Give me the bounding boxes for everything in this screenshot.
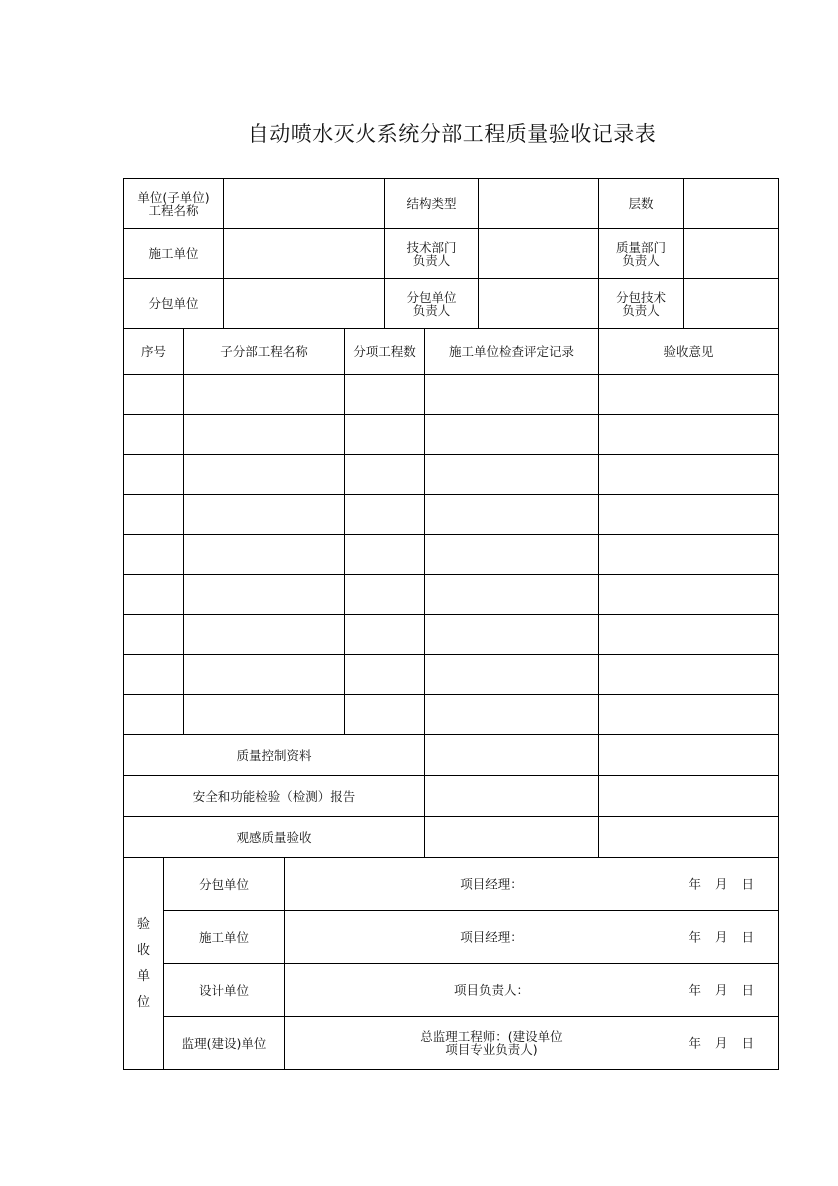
cell[interactable]: [184, 495, 345, 535]
label-floors: 层数: [599, 179, 684, 229]
field-quality-dept-head[interactable]: [684, 229, 779, 279]
project-info-table: [123, 178, 779, 329]
signature-cell-design-unit[interactable]: [285, 964, 779, 1017]
acceptance-unit-sub: 分包单位: [164, 858, 285, 911]
date-fields: 年 月 日: [688, 982, 754, 998]
col-header-inspection-record: 施工单位检查评定记录: [425, 329, 599, 375]
column-header-row: [124, 329, 779, 375]
cell[interactable]: [184, 655, 345, 695]
table-row: [124, 695, 779, 735]
field-structure-type[interactable]: [479, 179, 599, 229]
cell[interactable]: [184, 375, 345, 415]
cell[interactable]: [599, 415, 779, 455]
signature-cell-construction-unit[interactable]: [285, 911, 779, 964]
field-floors[interactable]: [684, 179, 779, 229]
label-sub-unit-head: 分包单位 负责人: [385, 279, 479, 329]
field-sub-unit[interactable]: [224, 279, 385, 329]
cell[interactable]: [345, 455, 425, 495]
label-sub-unit: 分包单位: [124, 279, 224, 329]
label-unit-project-name: 单位(子单位) 工程名称: [124, 179, 224, 229]
signer-label: 总监理工程师：(建设单位 项目专业负责人): [420, 1029, 563, 1057]
signer-label: 项目经理：: [460, 876, 523, 892]
acceptance-record-sheet: [123, 178, 778, 1070]
signer-label: 项目负责人：: [453, 982, 529, 998]
signature-cell-sub-unit[interactable]: [285, 858, 779, 911]
cell[interactable]: [124, 415, 184, 455]
cell[interactable]: [184, 695, 345, 735]
field-construction-unit[interactable]: [224, 229, 385, 279]
cell[interactable]: [425, 575, 599, 615]
acceptance-unit-construction: 施工单位: [164, 911, 285, 964]
cell[interactable]: [345, 495, 425, 535]
acceptance-unit-supervision: 监理(建设)单位: [164, 1017, 285, 1070]
cell[interactable]: [124, 575, 184, 615]
date-fields: 年 月 日: [688, 1035, 754, 1051]
cell[interactable]: [425, 455, 599, 495]
summary-row: [124, 817, 779, 858]
cell[interactable]: [599, 817, 779, 858]
col-header-seq: 序号: [124, 329, 184, 375]
field-tech-dept-head[interactable]: [479, 229, 599, 279]
cell[interactable]: [184, 575, 345, 615]
signature-cell-supervision-unit[interactable]: [285, 1017, 779, 1070]
table-row: [124, 455, 779, 495]
cell[interactable]: [599, 695, 779, 735]
label-tech-dept-head: 技术部门 负责人: [385, 229, 479, 279]
cell[interactable]: [425, 655, 599, 695]
cell[interactable]: [345, 375, 425, 415]
cell[interactable]: [425, 817, 599, 858]
cell[interactable]: [184, 455, 345, 495]
table-row: [124, 575, 779, 615]
cell[interactable]: [345, 695, 425, 735]
cell[interactable]: [345, 535, 425, 575]
acceptance-unit-design: 设计单位: [164, 964, 285, 1017]
cell[interactable]: [599, 655, 779, 695]
summary-label-quality-control-data: 质量控制资料: [124, 735, 425, 776]
cell[interactable]: [124, 535, 184, 575]
cell[interactable]: [599, 776, 779, 817]
col-header-item-count: 分项工程数: [345, 329, 425, 375]
table-row: [124, 655, 779, 695]
field-unit-project-name[interactable]: [224, 179, 385, 229]
summary-label-safety-function-report: 安全和功能检验（检测）报告: [124, 776, 425, 817]
table-row: [124, 375, 779, 415]
cell[interactable]: [184, 415, 345, 455]
cell[interactable]: [124, 655, 184, 695]
date-fields: 年 月 日: [688, 929, 754, 945]
table-row: [124, 495, 779, 535]
summary-row: [124, 776, 779, 817]
cell[interactable]: [124, 455, 184, 495]
cell[interactable]: [599, 735, 779, 776]
summary-row: [124, 735, 779, 776]
cell[interactable]: [599, 575, 779, 615]
cell[interactable]: [599, 535, 779, 575]
col-header-sub-project-name: 子分部工程名称: [184, 329, 345, 375]
cell[interactable]: [425, 735, 599, 776]
cell[interactable]: [599, 495, 779, 535]
cell[interactable]: [124, 615, 184, 655]
label-sub-tech-head: 分包技术 负责人: [599, 279, 684, 329]
cell[interactable]: [425, 535, 599, 575]
table-row: [124, 415, 779, 455]
label-construction-unit: 施工单位: [124, 229, 224, 279]
sub-project-table: [123, 328, 779, 858]
cell[interactable]: [345, 655, 425, 695]
table-row: [124, 615, 779, 655]
cell[interactable]: [425, 495, 599, 535]
cell[interactable]: [599, 455, 779, 495]
summary-label-appearance-quality: 观感质量验收: [124, 817, 425, 858]
cell[interactable]: [425, 695, 599, 735]
cell[interactable]: [124, 375, 184, 415]
document-title: 自动喷水灭火系统分部工程质量验收记录表: [247, 122, 657, 146]
date-fields: 年 月 日: [688, 876, 754, 892]
signer-label: 项目经理：: [460, 929, 523, 945]
cell[interactable]: [184, 615, 345, 655]
cell[interactable]: [184, 535, 345, 575]
cell[interactable]: [425, 776, 599, 817]
cell[interactable]: [345, 415, 425, 455]
cell[interactable]: [425, 375, 599, 415]
acceptance-unit-table: [123, 857, 779, 1070]
cell[interactable]: [425, 415, 599, 455]
table-row: [124, 535, 779, 575]
col-header-acceptance-opinion: 验收意见: [599, 329, 779, 375]
cell[interactable]: [124, 695, 184, 735]
cell[interactable]: [124, 495, 184, 535]
cell[interactable]: [425, 615, 599, 655]
field-sub-unit-head[interactable]: [479, 279, 599, 329]
acceptance-unit-label: 验 收 单 位: [124, 858, 164, 1070]
cell[interactable]: [345, 615, 425, 655]
cell[interactable]: [599, 615, 779, 655]
cell[interactable]: [345, 575, 425, 615]
label-quality-dept-head: 质量部门 负责人: [599, 229, 684, 279]
field-sub-tech-head[interactable]: [684, 279, 779, 329]
cell[interactable]: [599, 375, 779, 415]
label-structure-type: 结构类型: [385, 179, 479, 229]
